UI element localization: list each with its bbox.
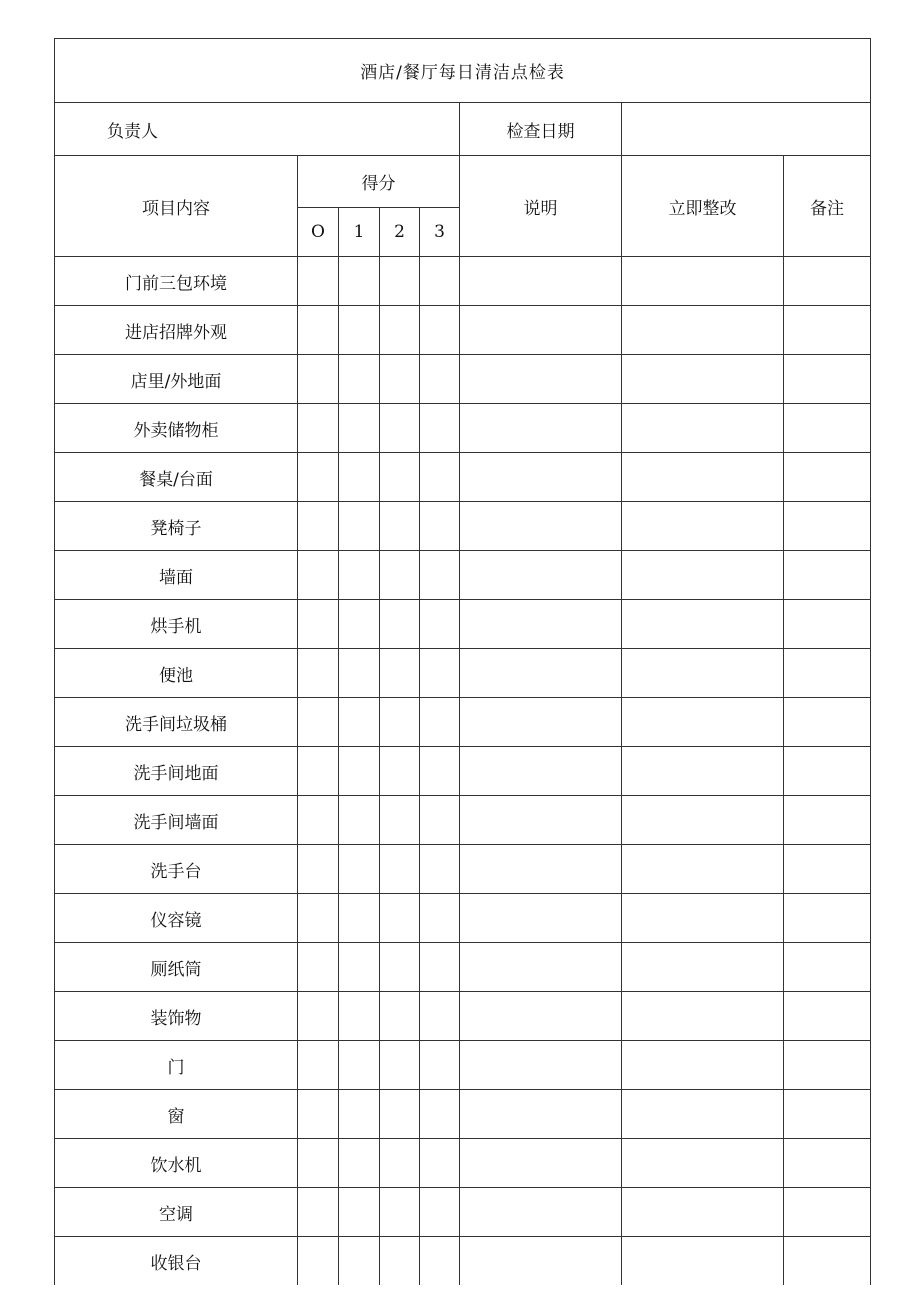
table-row (55, 1237, 871, 1286)
remarks-cell[interactable] (784, 355, 871, 404)
table-row (55, 257, 871, 306)
item-label: 空调 (55, 1188, 298, 1237)
item-label: 窗 (55, 1090, 298, 1139)
item-label: 进店招牌外观 (55, 306, 298, 355)
score-cell-3[interactable] (420, 1139, 460, 1188)
item-label: 门前三包环境 (55, 257, 298, 306)
score-cell-1[interactable] (339, 404, 380, 453)
score-cell-3[interactable] (420, 943, 460, 992)
score-cell-2[interactable] (380, 747, 420, 796)
item-label: 饮水机 (55, 1139, 298, 1188)
description-cell[interactable] (460, 943, 622, 992)
score-cell-1[interactable] (339, 551, 380, 600)
remarks-cell[interactable] (784, 747, 871, 796)
rectify-cell[interactable] (622, 551, 784, 600)
table-row (55, 600, 871, 649)
score-cell-1[interactable] (339, 992, 380, 1041)
score-cell-0[interactable] (298, 453, 339, 502)
rectify-cell[interactable] (622, 1188, 784, 1237)
score-cell-2[interactable] (380, 453, 420, 502)
description-cell[interactable] (460, 1188, 622, 1237)
score-cell-0[interactable] (298, 502, 339, 551)
description-cell[interactable] (460, 747, 622, 796)
score-cell-2[interactable] (380, 992, 420, 1041)
score-cell-0[interactable] (298, 551, 339, 600)
rectify-cell[interactable] (622, 649, 784, 698)
description-cell[interactable] (460, 306, 622, 355)
rectify-cell[interactable] (622, 796, 784, 845)
description-cell[interactable] (460, 600, 622, 649)
score-cell-0[interactable] (298, 1041, 339, 1090)
rectify-cell[interactable] (622, 502, 784, 551)
remarks-cell[interactable] (784, 1237, 871, 1286)
table-row (55, 943, 871, 992)
score-cell-3[interactable] (420, 845, 460, 894)
table-row (55, 992, 871, 1041)
description-cell[interactable] (460, 845, 622, 894)
item-label: 餐桌/台面 (55, 453, 298, 502)
score-level-1: 1 (339, 208, 380, 257)
description-cell[interactable] (460, 453, 622, 502)
score-cell-0[interactable] (298, 1090, 339, 1139)
score-cell-1[interactable] (339, 306, 380, 355)
score-level-2: 2 (380, 208, 420, 257)
item-label: 凳椅子 (55, 502, 298, 551)
remarks-cell[interactable] (784, 404, 871, 453)
score-cell-0[interactable] (298, 257, 339, 306)
cleaning-checklist-table (54, 38, 871, 1285)
score-cell-3[interactable] (420, 992, 460, 1041)
table-row (55, 1188, 871, 1237)
rectify-cell[interactable] (622, 1041, 784, 1090)
description-cell[interactable] (460, 502, 622, 551)
description-cell[interactable] (460, 796, 622, 845)
remarks-cell[interactable] (784, 943, 871, 992)
rectify-cell[interactable] (622, 747, 784, 796)
description-cell[interactable] (460, 257, 622, 306)
score-cell-0[interactable] (298, 600, 339, 649)
score-cell-0[interactable] (298, 845, 339, 894)
description-cell[interactable] (460, 1139, 622, 1188)
rectify-header: 立即整改 (622, 156, 784, 257)
table-row (55, 551, 871, 600)
score-cell-2[interactable] (380, 649, 420, 698)
description-header: 说明 (460, 156, 622, 257)
score-cell-1[interactable] (339, 502, 380, 551)
score-cell-0[interactable] (298, 1188, 339, 1237)
remarks-cell[interactable] (784, 796, 871, 845)
score-cell-2[interactable] (380, 355, 420, 404)
score-cell-1[interactable] (339, 894, 380, 943)
rectify-cell[interactable] (622, 355, 784, 404)
rectify-cell[interactable] (622, 257, 784, 306)
score-cell-1[interactable] (339, 1237, 380, 1286)
score-cell-2[interactable] (380, 698, 420, 747)
table-row (55, 649, 871, 698)
score-cell-0[interactable] (298, 404, 339, 453)
item-label: 装饰物 (55, 992, 298, 1041)
remarks-header: 备注 (784, 156, 871, 257)
score-level-3: 3 (420, 208, 460, 257)
score-cell-3[interactable] (420, 355, 460, 404)
rectify-cell[interactable] (622, 894, 784, 943)
item-label: 洗手间墙面 (55, 796, 298, 845)
score-cell-0[interactable] (298, 796, 339, 845)
score-level-0: O (298, 208, 339, 257)
item-label: 收银台 (55, 1237, 298, 1286)
remarks-cell[interactable] (784, 698, 871, 747)
table-row (55, 698, 871, 747)
table-row (55, 894, 871, 943)
rectify-cell[interactable] (622, 1237, 784, 1286)
score-cell-3[interactable] (420, 1041, 460, 1090)
score-cell-1[interactable] (339, 796, 380, 845)
item-label: 墙面 (55, 551, 298, 600)
remarks-cell[interactable] (784, 649, 871, 698)
remarks-cell[interactable] (784, 306, 871, 355)
score-cell-2[interactable] (380, 1139, 420, 1188)
table-row (55, 1139, 871, 1188)
score-cell-2[interactable] (380, 1041, 420, 1090)
date-field[interactable] (622, 103, 871, 156)
item-label: 外卖储物柜 (55, 404, 298, 453)
remarks-cell[interactable] (784, 551, 871, 600)
score-cell-1[interactable] (339, 649, 380, 698)
remarks-cell[interactable] (784, 453, 871, 502)
score-cell-0[interactable] (298, 306, 339, 355)
rectify-cell[interactable] (622, 404, 784, 453)
responsible-label: 负责人 (55, 103, 460, 156)
score-cell-1[interactable] (339, 1041, 380, 1090)
score-cell-1[interactable] (339, 943, 380, 992)
score-cell-2[interactable] (380, 551, 420, 600)
item-label: 烘手机 (55, 600, 298, 649)
score-cell-3[interactable] (420, 257, 460, 306)
score-header: 得分 (298, 156, 460, 208)
score-cell-3[interactable] (420, 796, 460, 845)
score-cell-3[interactable] (420, 306, 460, 355)
description-cell[interactable] (460, 992, 622, 1041)
item-label: 便池 (55, 649, 298, 698)
score-cell-3[interactable] (420, 404, 460, 453)
score-cell-0[interactable] (298, 1139, 339, 1188)
item-label: 门 (55, 1041, 298, 1090)
table-row (55, 502, 871, 551)
score-cell-2[interactable] (380, 1237, 420, 1286)
table-row (55, 1090, 871, 1139)
score-cell-2[interactable] (380, 404, 420, 453)
item-label: 洗手间垃圾桶 (55, 698, 298, 747)
table-row (55, 1041, 871, 1090)
score-cell-2[interactable] (380, 1188, 420, 1237)
item-label: 洗手间地面 (55, 747, 298, 796)
page-title: 酒店/餐厅每日清洁点检表 (55, 39, 871, 103)
rectify-cell[interactable] (622, 453, 784, 502)
description-cell[interactable] (460, 1237, 622, 1286)
table-row (55, 404, 871, 453)
remarks-cell[interactable] (784, 845, 871, 894)
score-cell-3[interactable] (420, 453, 460, 502)
score-cell-3[interactable] (420, 502, 460, 551)
item-header: 项目内容 (55, 156, 298, 257)
description-cell[interactable] (460, 894, 622, 943)
remarks-cell[interactable] (784, 1041, 871, 1090)
remarks-cell[interactable] (784, 600, 871, 649)
score-cell-3[interactable] (420, 1237, 460, 1286)
score-cell-1[interactable] (339, 453, 380, 502)
score-cell-0[interactable] (298, 943, 339, 992)
rectify-cell[interactable] (622, 600, 784, 649)
score-cell-2[interactable] (380, 845, 420, 894)
score-cell-3[interactable] (420, 894, 460, 943)
score-cell-2[interactable] (380, 894, 420, 943)
rectify-cell[interactable] (622, 306, 784, 355)
score-cell-3[interactable] (420, 747, 460, 796)
score-cell-2[interactable] (380, 600, 420, 649)
score-cell-1[interactable] (339, 1090, 380, 1139)
score-cell-3[interactable] (420, 600, 460, 649)
score-cell-3[interactable] (420, 649, 460, 698)
score-cell-3[interactable] (420, 698, 460, 747)
item-label: 仪容镜 (55, 894, 298, 943)
remarks-cell[interactable] (784, 1188, 871, 1237)
description-cell[interactable] (460, 649, 622, 698)
table-row (55, 796, 871, 845)
score-cell-1[interactable] (339, 845, 380, 894)
rectify-cell[interactable] (622, 943, 784, 992)
table-row (55, 845, 871, 894)
score-cell-1[interactable] (339, 257, 380, 306)
score-cell-2[interactable] (380, 306, 420, 355)
rectify-cell[interactable] (622, 1139, 784, 1188)
score-cell-0[interactable] (298, 747, 339, 796)
score-cell-0[interactable] (298, 894, 339, 943)
score-cell-3[interactable] (420, 1090, 460, 1139)
score-cell-2[interactable] (380, 796, 420, 845)
score-cell-0[interactable] (298, 649, 339, 698)
score-cell-2[interactable] (380, 257, 420, 306)
item-label: 店里/外地面 (55, 355, 298, 404)
remarks-cell[interactable] (784, 1139, 871, 1188)
description-cell[interactable] (460, 1090, 622, 1139)
score-cell-3[interactable] (420, 551, 460, 600)
rectify-cell[interactable] (622, 992, 784, 1041)
description-cell[interactable] (460, 698, 622, 747)
rectify-cell[interactable] (622, 698, 784, 747)
score-cell-2[interactable] (380, 502, 420, 551)
remarks-cell[interactable] (784, 992, 871, 1041)
remarks-cell[interactable] (784, 502, 871, 551)
remarks-cell[interactable] (784, 257, 871, 306)
score-cell-2[interactable] (380, 943, 420, 992)
score-cell-1[interactable] (339, 1139, 380, 1188)
table-row (55, 747, 871, 796)
score-cell-2[interactable] (380, 1090, 420, 1139)
description-cell[interactable] (460, 404, 622, 453)
item-label: 厕纸筒 (55, 943, 298, 992)
description-cell[interactable] (460, 1041, 622, 1090)
remarks-cell[interactable] (784, 894, 871, 943)
remarks-cell[interactable] (784, 1090, 871, 1139)
score-cell-0[interactable] (298, 355, 339, 404)
score-cell-0[interactable] (298, 698, 339, 747)
date-label: 检查日期 (460, 103, 622, 156)
table-row (55, 453, 871, 502)
table-row (55, 306, 871, 355)
score-cell-0[interactable] (298, 1237, 339, 1286)
description-cell[interactable] (460, 355, 622, 404)
score-cell-1[interactable] (339, 600, 380, 649)
rectify-cell[interactable] (622, 845, 784, 894)
score-cell-1[interactable] (339, 747, 380, 796)
score-cell-1[interactable] (339, 1188, 380, 1237)
item-label: 洗手台 (55, 845, 298, 894)
score-cell-1[interactable] (339, 698, 380, 747)
description-cell[interactable] (460, 551, 622, 600)
score-cell-1[interactable] (339, 355, 380, 404)
score-cell-3[interactable] (420, 1188, 460, 1237)
score-cell-0[interactable] (298, 992, 339, 1041)
table-row (55, 355, 871, 404)
rectify-cell[interactable] (622, 1090, 784, 1139)
